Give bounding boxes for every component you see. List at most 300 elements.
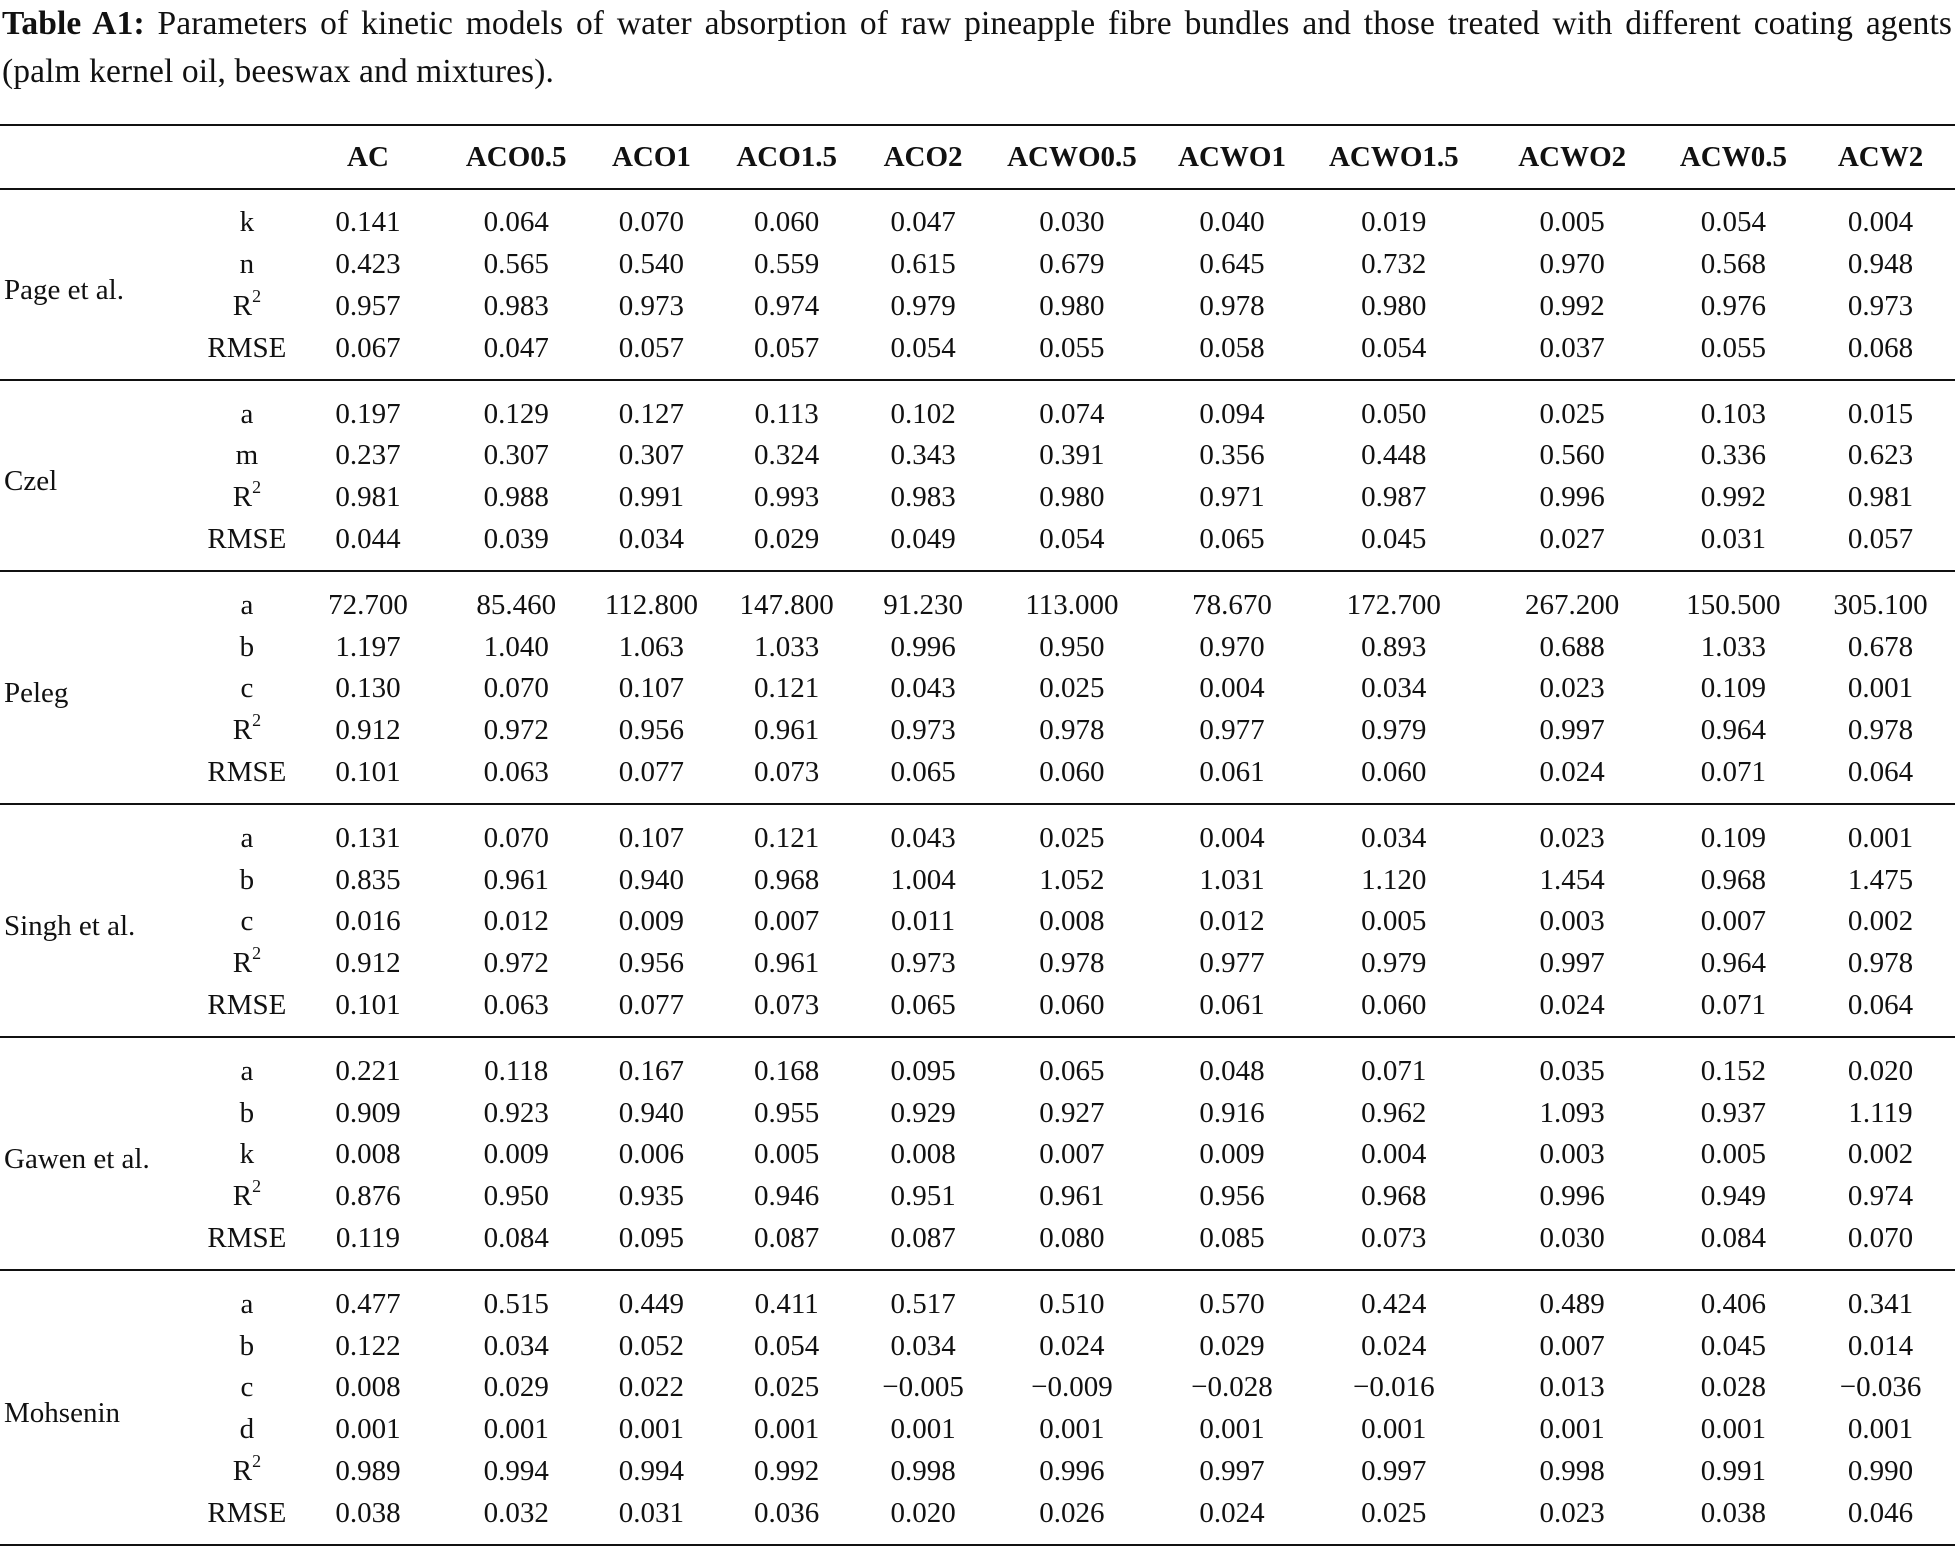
table-cell: 0.997: [1539, 947, 1605, 980]
table-cell: 0.423: [335, 248, 401, 281]
table-cell: −0.016: [1353, 1371, 1435, 1404]
table-cell: 0.391: [1039, 439, 1105, 472]
table-cell: 0.058: [1199, 331, 1265, 364]
table-cell: 0.073: [754, 988, 820, 1021]
parameter-symbol: R: [232, 947, 253, 980]
parameter-symbol: RMSE: [207, 1221, 287, 1254]
table-cell: 0.237: [335, 439, 401, 472]
table-cell: 0.030: [1039, 206, 1105, 239]
table-row: [0, 244, 1955, 286]
table-cell: 0.971: [1199, 481, 1265, 514]
table-cell: 1.454: [1539, 863, 1605, 896]
model-name: Gawen et al.: [4, 1143, 150, 1176]
table-cell: 0.045: [1361, 522, 1427, 555]
table-cell: 0.964: [1700, 714, 1767, 747]
table-cell: 0.993: [754, 481, 820, 514]
table-row: [0, 380, 1955, 435]
table-row: [0, 668, 1955, 710]
parameter-symbol: a: [240, 588, 254, 621]
parameter-symbol: R: [232, 1454, 253, 1487]
model-name: Page et al.: [4, 274, 124, 307]
parameter-label: [198, 380, 295, 435]
table-cell: 0.990: [1847, 1454, 1914, 1487]
column-header: ACO1.5: [736, 140, 838, 173]
table-cell: 0.916: [1199, 1096, 1265, 1129]
table-cell: 0.005: [1539, 206, 1605, 239]
table-cell: 0.449: [618, 1287, 685, 1320]
table-cell: 0.027: [1539, 522, 1605, 555]
table-cell: 0.009: [1199, 1138, 1265, 1171]
table-cell: 0.023: [1539, 821, 1605, 854]
table-row: [0, 327, 1955, 380]
table-cell: 0.948: [1847, 248, 1914, 281]
header-model-blank: [0, 125, 198, 189]
parameter-symbol: RMSE: [207, 331, 287, 364]
table-cell: 0.023: [1539, 672, 1605, 705]
table-row: [0, 519, 1955, 572]
table-cell: 0.167: [618, 1054, 685, 1087]
table-cell: 0.996: [1539, 481, 1605, 514]
table-cell: 0.024: [1539, 988, 1605, 1021]
table-cell: 0.061: [1199, 988, 1265, 1021]
column-header: ACW0.5: [1679, 140, 1787, 173]
model-name: Peleg: [4, 677, 69, 710]
table-cell: 0.129: [483, 397, 549, 430]
table-row: [0, 1451, 1955, 1493]
table-row: [0, 1218, 1955, 1271]
parameter-label: [198, 1367, 295, 1409]
table-cell: 0.073: [754, 755, 820, 788]
table-cell: 0.998: [1539, 1454, 1605, 1487]
table-row: [0, 477, 1955, 519]
table-cell: 0.996: [890, 630, 956, 663]
parameter-symbol: a: [240, 1054, 254, 1087]
table-cell: 0.084: [1700, 1221, 1767, 1254]
table-cell: 0.057: [754, 331, 820, 364]
table-cell: 0.976: [1700, 289, 1767, 322]
table-cell: 0.012: [1199, 905, 1265, 938]
table-cell: 0.992: [1700, 481, 1767, 514]
parameter-symbol: m: [235, 439, 259, 472]
column-header: ACW2: [1837, 140, 1924, 173]
parameter-symbol: k: [239, 206, 255, 239]
model-group: [0, 189, 1955, 380]
model-group: [0, 380, 1955, 571]
table-cell: 0.095: [618, 1221, 685, 1254]
table-cell: 0.951: [890, 1180, 956, 1213]
table-cell: 0.044: [335, 522, 401, 555]
table-cell: 0.130: [335, 672, 401, 705]
table-cell: 0.968: [1700, 863, 1767, 896]
table-cell: 0.065: [890, 988, 956, 1021]
table-row: [0, 1492, 1955, 1545]
parameter-label: [198, 435, 295, 477]
table-cell: 0.001: [890, 1413, 956, 1446]
table-cell: 0.994: [483, 1454, 549, 1487]
table-cell: 0.973: [618, 289, 685, 322]
table-cell: 0.197: [335, 397, 401, 430]
table-cell: 0.570: [1199, 1287, 1265, 1320]
table-cell: 0.307: [483, 439, 549, 472]
parameter-label: [198, 1270, 295, 1325]
table-cell: 0.064: [1847, 755, 1914, 788]
parameter-superscript: 2: [252, 476, 262, 497]
table-cell: 0.040: [1199, 206, 1265, 239]
parameter-symbol: R: [232, 289, 253, 322]
parameter-label: [198, 626, 295, 668]
parameter-symbol: c: [240, 905, 254, 938]
parameter-label: [198, 1218, 295, 1271]
column-header: ACWO1.5: [1328, 140, 1459, 173]
table-cell: 0.024: [1039, 1329, 1105, 1362]
table-cell: 0.043: [890, 672, 956, 705]
table-cell: 1.197: [335, 630, 401, 663]
table-cell: 0.956: [618, 947, 685, 980]
table-cell: 0.009: [618, 905, 685, 938]
table-row: [0, 1134, 1955, 1176]
table-cell: 0.003: [1539, 905, 1605, 938]
table-cell: 0.071: [1700, 755, 1767, 788]
table-row: [0, 571, 1955, 626]
table-cell: 0.071: [1361, 1054, 1427, 1087]
table-cell: 1.120: [1361, 863, 1427, 896]
table-cell: 0.057: [618, 331, 685, 364]
table-cell: 0.077: [618, 988, 685, 1021]
table-cell: 0.060: [1361, 755, 1427, 788]
table-cell: 0.013: [1539, 1371, 1605, 1404]
table-cell: 0.956: [618, 714, 685, 747]
parameter-symbol: n: [239, 248, 255, 281]
table-cell: 0.996: [1039, 1454, 1105, 1487]
table-cell: 0.024: [1539, 755, 1605, 788]
table-cell: 0.107: [618, 672, 685, 705]
table-cell: 0.054: [754, 1329, 820, 1362]
table-cell: 0.950: [1039, 630, 1105, 663]
table-cell: 0.008: [1039, 905, 1105, 938]
parameter-label: [198, 519, 295, 572]
table-cell: 0.876: [335, 1180, 401, 1213]
parameter-label: [198, 859, 295, 901]
table-cell: 0.064: [483, 206, 549, 239]
table-cell: 0.074: [1039, 397, 1105, 430]
table-cell: −0.005: [882, 1371, 964, 1404]
parameter-superscript: 2: [252, 1450, 262, 1471]
table-cell: 0.002: [1847, 905, 1914, 938]
table-cell: 0.065: [1039, 1054, 1105, 1087]
table-cell: 0.935: [618, 1180, 685, 1213]
parameters-table: [0, 124, 1955, 1546]
table-cell: −0.036: [1839, 1371, 1922, 1404]
table-cell: 0.035: [1539, 1054, 1605, 1087]
parameter-symbol: RMSE: [207, 755, 287, 788]
table-cell: 0.979: [890, 289, 956, 322]
table-cell: 0.973: [1847, 289, 1914, 322]
table-cell: 0.014: [1847, 1329, 1914, 1362]
table-cell: 0.489: [1539, 1287, 1605, 1320]
table-cell: 0.510: [1039, 1287, 1105, 1320]
table-cell: 0.968: [1361, 1180, 1427, 1213]
table-cell: 0.011: [891, 905, 956, 938]
table-cell: 0.054: [1700, 206, 1767, 239]
table-cell: 0.977: [1199, 714, 1265, 747]
table-cell: 0.678: [1847, 630, 1914, 663]
table-cell: 0.992: [1539, 289, 1605, 322]
caption-label: Table A1:: [2, 5, 145, 42]
parameter-label: [198, 1451, 295, 1493]
table-cell: 1.063: [618, 630, 685, 663]
table-cell: 0.981: [1847, 481, 1914, 514]
parameter-label: [198, 477, 295, 519]
table-cell: 0.909: [335, 1096, 401, 1129]
parameter-symbol: b: [239, 1329, 255, 1362]
table-row: [0, 1367, 1955, 1409]
table-cell: 0.061: [1199, 755, 1265, 788]
parameter-label: [198, 1409, 295, 1451]
table-cell: 0.980: [1361, 289, 1427, 322]
table-cell: 0.001: [618, 1413, 685, 1446]
table-cell: 0.991: [618, 481, 685, 514]
table-row: [0, 1092, 1955, 1134]
table-cell: 0.983: [483, 289, 549, 322]
table-cell: 0.623: [1847, 439, 1914, 472]
table-cell: 0.024: [1199, 1496, 1265, 1529]
table-cell: 0.987: [1361, 481, 1427, 514]
table-cell: 0.001: [754, 1413, 820, 1446]
parameter-symbol: b: [239, 630, 255, 663]
table-cell: 0.688: [1539, 630, 1605, 663]
table-cell: 0.008: [890, 1138, 956, 1171]
table-row: [0, 985, 1955, 1038]
table-cell: 0.023: [1539, 1496, 1605, 1529]
table-cell: 0.517: [890, 1287, 956, 1320]
model-group: [0, 804, 1955, 1037]
parameter-symbol: b: [239, 863, 255, 896]
table-cell: 0.065: [1199, 522, 1265, 555]
table-cell: 0.070: [483, 821, 549, 854]
table-cell: 0.001: [1039, 1413, 1105, 1446]
table-cell: 0.049: [890, 522, 956, 555]
table-cell: 0.221: [335, 1054, 401, 1087]
table-cell: 0.070: [483, 672, 549, 705]
table-cell: 1.040: [483, 630, 549, 663]
table-cell: 0.540: [618, 248, 685, 281]
table-cell: 0.411: [754, 1287, 819, 1320]
table-cell: 0.615: [890, 248, 956, 281]
table-cell: 0.964: [1700, 947, 1767, 980]
table-row: [0, 1176, 1955, 1218]
table-cell: 0.034: [483, 1329, 549, 1362]
table-cell: 0.095: [890, 1054, 956, 1087]
table-cell: 0.054: [1039, 522, 1105, 555]
parameter-symbol: R: [232, 1180, 253, 1213]
table-cell: 0.054: [1361, 331, 1427, 364]
parameter-label: [198, 710, 295, 752]
table-cell: 0.050: [1361, 397, 1427, 430]
table-cell: 0.001: [1700, 1413, 1767, 1446]
column-header: ACWO2: [1518, 140, 1627, 173]
table-cell: 0.060: [1361, 988, 1427, 1021]
table-cell: 0.131: [335, 821, 401, 854]
table-row: [0, 1325, 1955, 1367]
table-cell: 0.052: [618, 1329, 685, 1362]
column-header: ACO2: [883, 140, 963, 173]
table-row: [0, 859, 1955, 901]
table-cell: 0.071: [1700, 988, 1767, 1021]
table-cell: 0.068: [1847, 331, 1914, 364]
parameter-symbol: a: [240, 397, 254, 430]
table-cell: 0.515: [483, 1287, 549, 1320]
table-cell: 0.979: [1361, 947, 1427, 980]
table-cell: 0.940: [618, 1096, 685, 1129]
table-row: [0, 901, 1955, 943]
table-cell: 0.057: [1847, 522, 1914, 555]
table-cell: 0.559: [754, 248, 820, 281]
table-cell: 0.679: [1039, 248, 1105, 281]
parameter-label: [198, 804, 295, 859]
header-param-blank: [198, 125, 295, 189]
parameter-symbol: b: [239, 1096, 255, 1129]
model-group: [0, 1037, 1955, 1270]
table-cell: 0.060: [1039, 755, 1105, 788]
table-cell: 85.460: [476, 588, 557, 621]
table-cell: 0.893: [1361, 630, 1427, 663]
table-cell: 0.001: [1199, 1413, 1265, 1446]
parameter-symbol: a: [240, 821, 254, 854]
table-cell: 112.800: [604, 588, 699, 621]
table-cell: −0.028: [1191, 1371, 1273, 1404]
table-cell: 0.005: [1700, 1138, 1767, 1171]
table-caption: [2, 0, 1952, 96]
table-cell: 0.101: [335, 755, 401, 788]
table-cell: 0.002: [1847, 1138, 1914, 1171]
table-cell: 0.029: [1199, 1329, 1265, 1362]
table-cell: 0.077: [618, 755, 685, 788]
table-cell: 0.565: [483, 248, 549, 281]
parameter-label: [198, 571, 295, 626]
parameter-symbol: c: [240, 672, 254, 705]
table-cell: 0.048: [1199, 1054, 1265, 1087]
table-row: [0, 626, 1955, 668]
table-cell: 0.946: [754, 1180, 820, 1213]
caption-text: Parameters of kinetic models of water absorption of raw pineapple fibre bundles and those treated with different coating agents (palm kernel oil, beeswax and mixtures).: [2, 5, 1952, 90]
table-cell: 0.989: [335, 1454, 401, 1487]
table-cell: 0.970: [1539, 248, 1605, 281]
table-cell: 0.977: [1199, 947, 1265, 980]
table-cell: 0.448: [1361, 439, 1427, 472]
parameter-superscript: 2: [252, 1175, 262, 1196]
model-name: Mohsenin: [4, 1397, 120, 1430]
table-cell: 0.001: [335, 1413, 401, 1446]
table-cell: 0.060: [1039, 988, 1105, 1021]
table-row: [0, 1409, 1955, 1451]
table-cell: 0.732: [1361, 248, 1427, 281]
table-row: [0, 752, 1955, 805]
table-cell: 0.029: [483, 1371, 549, 1404]
parameter-symbol: k: [239, 1138, 255, 1171]
table-cell: 0.978: [1199, 289, 1265, 322]
table-cell: 0.961: [754, 947, 820, 980]
table-cell: 0.001: [1539, 1413, 1605, 1446]
table-cell: 0.025: [754, 1371, 820, 1404]
table-row: [0, 1037, 1955, 1092]
table-cell: 0.036: [754, 1496, 820, 1529]
table-cell: 0.961: [483, 863, 549, 896]
table-cell: 0.080: [1039, 1221, 1105, 1254]
parameter-label: [198, 244, 295, 286]
parameter-symbol: R: [232, 481, 253, 514]
table-cell: 0.038: [335, 1496, 401, 1529]
model-name: Singh et al.: [4, 910, 136, 943]
table-cell: 0.032: [483, 1496, 549, 1529]
table-cell: 0.127: [618, 397, 685, 430]
parameter-label: [198, 1176, 295, 1218]
parameter-label: [198, 901, 295, 943]
table-cell: 0.949: [1700, 1180, 1767, 1213]
table-cell: 0.004: [1847, 206, 1914, 239]
table-cell: 0.094: [1199, 397, 1265, 430]
table-cell: 0.022: [618, 1371, 685, 1404]
table-cell: 0.001: [1847, 672, 1914, 705]
table-cell: 0.085: [1199, 1221, 1265, 1254]
table-cell: 0.121: [754, 672, 820, 705]
model-name: Czel: [4, 465, 58, 498]
column-header: ACO1: [611, 140, 691, 173]
table-cell: 0.324: [754, 439, 820, 472]
model-group: [0, 571, 1955, 804]
table-cell: 0.923: [483, 1096, 549, 1129]
table-cell: 0.038: [1700, 1496, 1767, 1529]
parameter-label: [198, 1037, 295, 1092]
table-cell: 0.003: [1539, 1138, 1605, 1171]
table-cell: 0.997: [1539, 714, 1605, 747]
table-cell: 0.034: [1361, 672, 1427, 705]
column-header: ACWO1: [1178, 140, 1286, 173]
table-cell: 0.168: [754, 1054, 820, 1087]
table-cell: 0.978: [1847, 714, 1914, 747]
table-row: [0, 435, 1955, 477]
table-cell: 0.008: [335, 1138, 401, 1171]
table-cell: 0.974: [1847, 1180, 1914, 1213]
table-cell: 0.067: [335, 331, 401, 364]
column-header: AC: [347, 140, 389, 173]
parameter-label: [198, 1325, 295, 1367]
table-cell: 0.034: [1361, 821, 1427, 854]
table-cell: 113.000: [1025, 588, 1119, 621]
table-cell: 0.087: [890, 1221, 956, 1254]
table-cell: 0.007: [1039, 1138, 1105, 1171]
table-cell: 0.835: [335, 863, 401, 896]
table-cell: 0.047: [890, 206, 956, 239]
table-cell: 0.957: [335, 289, 401, 322]
table-cell: 0.005: [754, 1138, 820, 1171]
table-cell: 0.109: [1700, 821, 1767, 854]
table-cell: 0.004: [1361, 1138, 1427, 1171]
table-cell: 0.006: [618, 1138, 685, 1171]
table-cell: 72.700: [328, 588, 408, 621]
table-cell: 0.107: [618, 821, 685, 854]
table-cell: 0.477: [335, 1287, 401, 1320]
table-cell: 0.992: [754, 1454, 820, 1487]
table-cell: 0.988: [483, 481, 549, 514]
parameter-label: [198, 1492, 295, 1545]
table-cell: 0.645: [1199, 248, 1265, 281]
table-cell: 0.997: [1199, 1454, 1265, 1487]
table-cell: 150.500: [1686, 588, 1781, 621]
table-cell: 0.001: [1847, 1413, 1914, 1446]
parameter-symbol: c: [240, 1371, 254, 1404]
table-cell: 0.972: [483, 714, 549, 747]
table-cell: 0.007: [1539, 1329, 1605, 1362]
